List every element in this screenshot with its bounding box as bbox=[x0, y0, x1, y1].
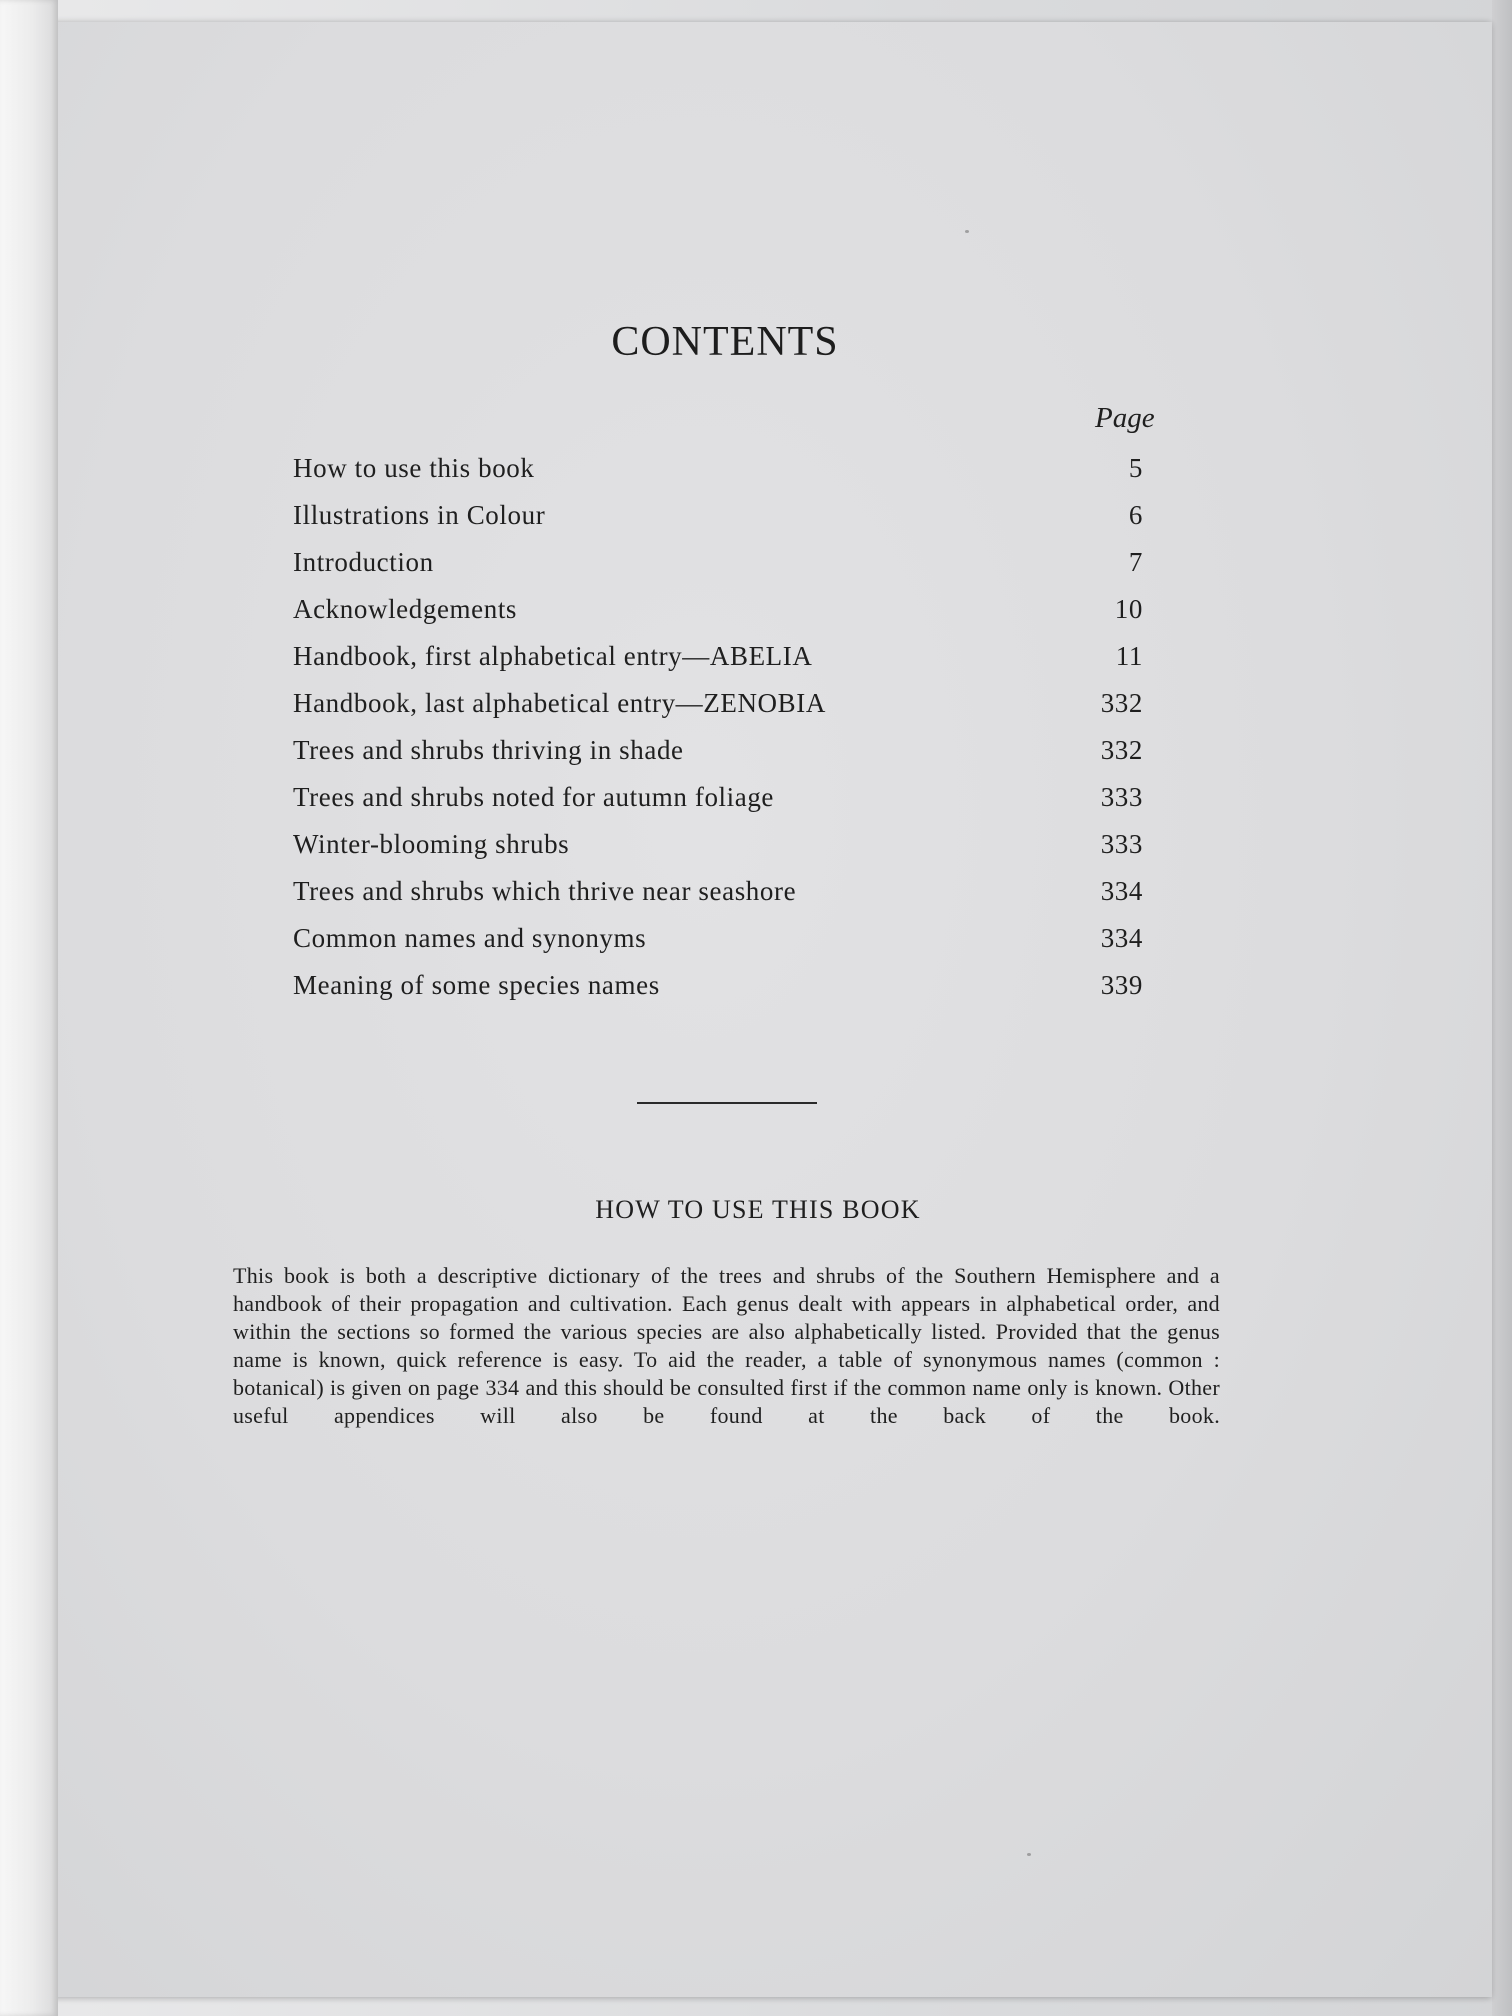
toc-entry-label: How to use this book bbox=[293, 453, 535, 483]
page-stack-edge bbox=[1492, 0, 1512, 2016]
toc-entry bbox=[293, 962, 1143, 1009]
toc-entry bbox=[293, 915, 1143, 962]
toc-entry-page: 333 bbox=[1100, 829, 1143, 859]
toc-entry bbox=[293, 680, 1143, 727]
toc-entry-label: Trees and shrubs which thrive near seashore bbox=[293, 876, 797, 906]
page-column-label: Page bbox=[1095, 402, 1155, 434]
toc-entry-label: Common names and synonyms bbox=[293, 923, 647, 953]
toc-entry-page: 333 bbox=[1100, 782, 1143, 812]
toc-entry-page: 334 bbox=[1100, 876, 1143, 906]
toc-entry-page: 10 bbox=[1114, 594, 1143, 624]
toc-entry-label: Winter-blooming shrubs bbox=[293, 829, 570, 859]
paper-speck bbox=[965, 230, 969, 233]
toc-entry-label: Handbook, first alphabetical entry—ABELIA bbox=[293, 641, 813, 671]
book-spine-edge bbox=[0, 0, 58, 2016]
toc-entry-label: Acknowledgements bbox=[293, 594, 518, 624]
toc-entry bbox=[293, 586, 1143, 633]
section-body: This book is both a descriptive dictionary of the trees and shrubs of the Southern Hemisphere and a handbook of their propagation and cultivation. Each genus dealt with appears in alphabetical order, and within the sections so formed the various species are also alphabetically listed. Provided that the genus name is known, quick reference is easy. To aid the reader, a table of synonymous names (common : botanical) is given on page 334 and this should be consulted first if the common name only is known. Other useful appendices will also be found at the back of the book. bbox=[233, 1263, 1220, 1428]
toc-entry bbox=[293, 727, 1143, 774]
toc-entry bbox=[293, 539, 1143, 586]
toc-entry bbox=[293, 633, 1143, 680]
toc-entry-page: 7 bbox=[1128, 547, 1143, 577]
contents-title: CONTENTS bbox=[611, 319, 839, 365]
section-heading: HOW TO USE THIS BOOK bbox=[595, 1195, 921, 1224]
toc-entry-label: Meaning of some species names bbox=[293, 970, 660, 1000]
toc-entry-label: Illustrations in Colour bbox=[293, 500, 546, 530]
toc-entry-label: Trees and shrubs thriving in shade bbox=[293, 735, 684, 765]
contents-list bbox=[293, 445, 1143, 1009]
toc-entry bbox=[293, 445, 1143, 492]
toc-entry-page: 332 bbox=[1100, 735, 1143, 765]
toc-entry bbox=[293, 492, 1143, 539]
toc-entry-label: Trees and shrubs noted for autumn foliage bbox=[293, 782, 775, 812]
toc-entry-page: 332 bbox=[1100, 688, 1143, 718]
toc-entry bbox=[293, 774, 1143, 821]
paper-speck bbox=[1027, 1853, 1031, 1856]
toc-entry-page: 5 bbox=[1128, 453, 1143, 483]
toc-entry-page: 339 bbox=[1100, 970, 1143, 1000]
toc-entry-label: Introduction bbox=[293, 547, 434, 577]
toc-entry bbox=[293, 821, 1143, 868]
toc-entry bbox=[293, 868, 1143, 915]
toc-entry-label: Handbook, last alphabetical entry—ZENOBIA bbox=[293, 688, 826, 718]
toc-entry-page: 11 bbox=[1115, 641, 1143, 671]
toc-entry-page: 6 bbox=[1128, 500, 1143, 530]
toc-entry-page: 334 bbox=[1100, 923, 1143, 953]
section-divider bbox=[637, 1102, 817, 1104]
